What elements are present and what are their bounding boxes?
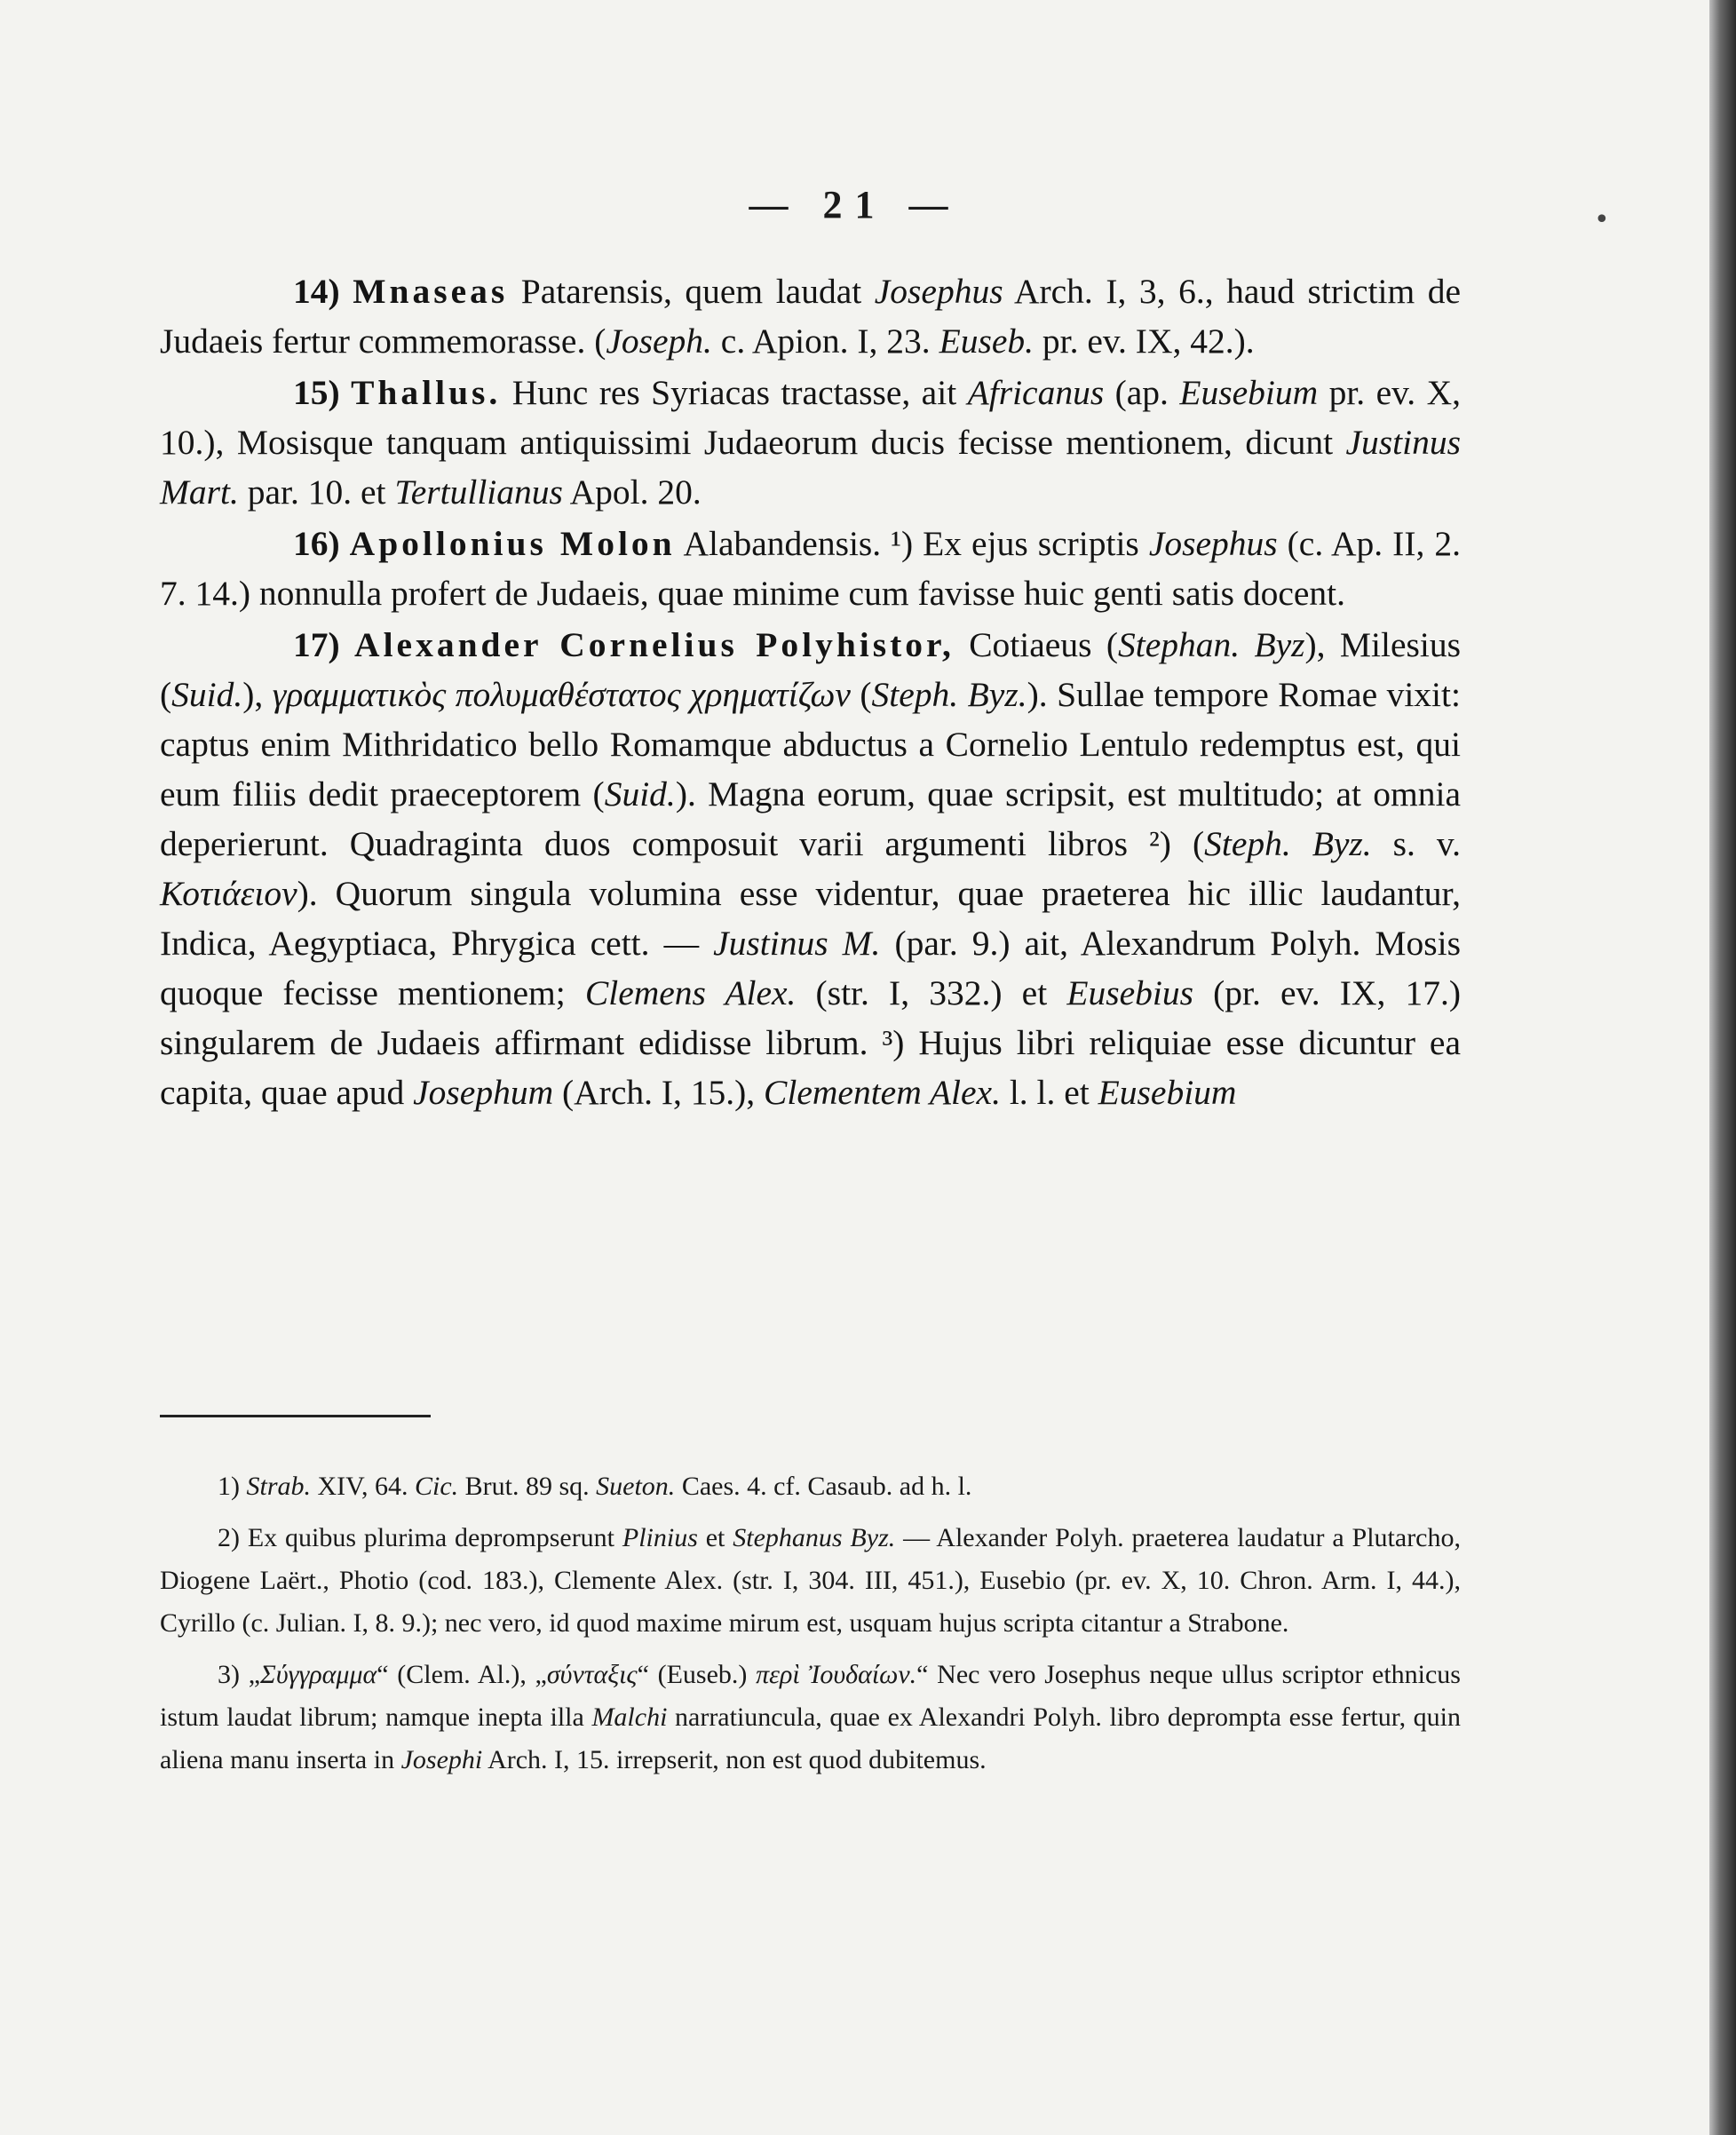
page-number: — 21 — [749,183,961,226]
footnote-3: 3) „Σύγγραμμα“ (Clem. Al.), „σύνταξις“ (Euseb.) περὶ Ἰουδαίων.“ Nec vero Josephus neque ullus scriptor ethnicus istum laudat librum; namque inepta illa Malchi narratiuncula, quae ex Alexandri Polyh. libro deprompta esse fertur, quin aliena manu inserta in Josephi Arch. I, 15. irrepserit, non est quod dubitemus. [160,1660,1462,1774]
paragraph-17: 17) Alexander Cornelius Polyhistor, Cotiaeus (Stephan. Byz), Milesius (Suid.), γραμματικὸς πολυμαθέστατος χρηματίζων (Steph. Byz.). Sullae tempore Romae vixit: captus enim Mithridatico bello Romamque abductus a Cornelio Lentulo redemptus est, qui eum filiis dedit praeceptorem (Suid.). Magna eorum, quae scripsit, est multitudo; at omnia deperierunt. Quadraginta duos composuit varii argumenti libros ²) (Steph. Byz. s. v. Κοτιάειον). Quorum singula volumina esse videntur, quae praeterea hic illic laudantur, Indica, Aegyptiaca, Phrygica cett. — Justinus M. (par. 9.) ait, Alexandrum Polyh. Mosis quoque fecisse mentionem; Clemens Alex. (str. I, 332.) et Eusebius (pr. ev. IX, 17.) singularem de Judaeis affirmant edidisse librum. ³) Hujus libri reliquiae esse dicuntur ea capita, quae apud Josephum (Arch. I, 15.), Clementem Alex. l. l. et Eusebium [160,625,1461,1112]
paragraph-14: 14) Mnaseas Patarensis, quem laudat Josephus Arch. I, 3, 6., haud strictim de Judaeis fertur commemorasse. (Joseph. c. Apion. I, 23. Euseb. pr. ev. IX, 42.). [160,272,1461,361]
entry-name: Mnaseas [353,272,509,311]
main-text [160,266,1461,1119]
footnote-2: 2) Ex quibus plurima deprompserunt Plinius et Stephanus Byz. — Alexander Polyh. praeterea laudatur a Plutarcho, Diogene Laërt., Photio (cod. 183.), Clemente Alex. (str. I, 304. III, 451.), Eusebio (pr. ev. X, 10. Chron. Arm. I, 44.), Cyrillo (c. Julian. I, 8. 9.); nec vero, id quod maxime mirum est, usquam hujus scripta citantur a Strabone. [160,1523,1461,1638]
footnotes [160,1465,1461,1790]
footnote-1: 1) Strab. XIV, 64. Cic. Brut. 89 sq. Sueton. Caes. 4. cf. Casaub. ad h. l. [218,1472,972,1501]
paragraph-15: 15) Thallus. Hunc res Syriacas tractasse, ait Africanus (ap. Eusebium pr. ev. X, 10.), Mosisque tanquam antiquissimi Judaeorum ducis fecisse mentionem, dicunt Justinus Mart. par. 10. et Tertullianus Apol. 20. [160,373,1462,512]
entry-name: Alexander Cornelius Polyhistor, [354,625,955,664]
entry-name: Thallus. [351,373,502,412]
ink-speck-icon: • [1594,204,1610,235]
footnote-divider [160,1415,431,1417]
paragraph-16: 16) Apollonius Molon Alabandensis. ¹) Ex ejus scriptis Josephus (c. Ap. II, 2. 7. 14.) nonnulla profert de Judaeis, quae minime cum favisse huic genti satis docent. [160,524,1462,613]
entry-name: Apollonius Molon [349,524,676,563]
page-edge-shadow [1709,0,1736,2135]
